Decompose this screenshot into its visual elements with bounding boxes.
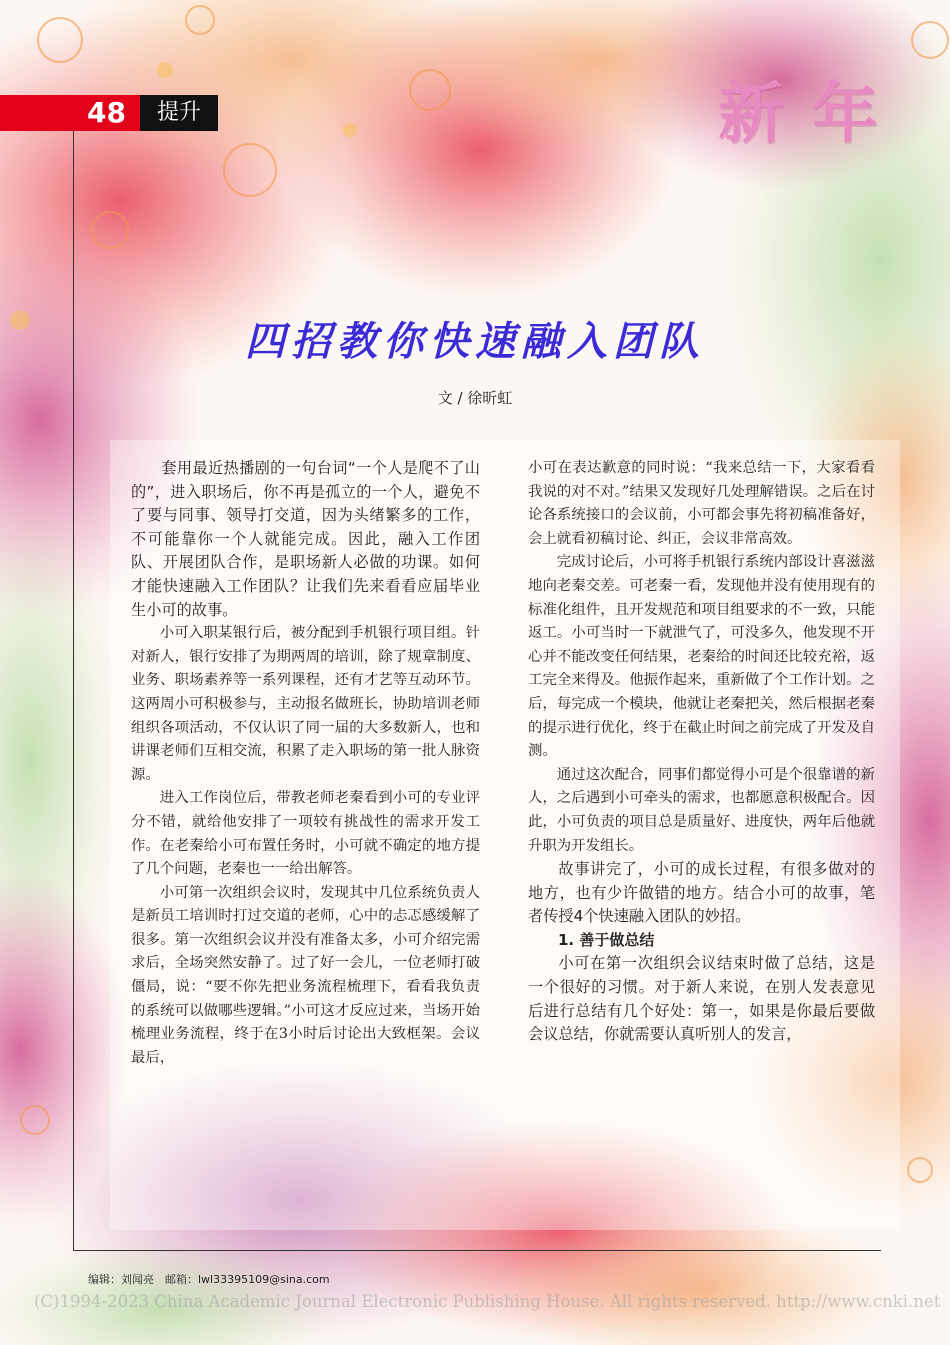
paragraph: 套用最近热播剧的一句台词“一个人是爬不了山的”，进入职场后，你不再是孤立的一个人，避免不了要与同事、领导打交道，因为头绪繁多的工作，不可能靠你一个人就能完成。因此，融入工作团队、开展团队合作，是职场新人必做的功课。如何才能快速融入工作团队？让我们先来看看应届毕业生小可的故事。: [131, 459, 480, 619]
paragraph: 通过这次配合，同事们都觉得小可是个很靠谱的新人，之后遇到小可牵头的需求，也都愿意积极配合。因此，小可负责的项目总是质量好、进度快，两年后他就升职为开发组长。: [528, 766, 875, 854]
paragraph: 故事讲完了，小可的成长过程，有很多做对的地方，也有少许做错的地方。结合小可的故事，笔者传授4个快速融入团队的妙招。: [528, 860, 875, 926]
new-year-banner: 新年: [718, 74, 906, 152]
bottom-rule: [73, 1250, 881, 1251]
editor-info: 编辑：刘闻亮 邮箱：lwl33395109@sina.com: [88, 1273, 330, 1286]
paragraph: 完成讨论后，小可将手机银行系统内部设计喜滋滋地向老秦交差。可老秦一看，发现他并没有使用现有的标准化组件，且开发规范和项目组要求的不一致，只能返工。小可当时一下就泄气了，可没多久，他发现不开心并不能改变任何结果，老秦给的时间还比较充裕，返工完全来得及。他振作起来，重新做了个工作计划。之后，每完成一个模块，他就让老秦把关，然后根据老秦的提示进行优化，终于在截止时间之前完成了开发及自测。: [528, 554, 875, 760]
section-heading: 1. 善于做总结: [558, 930, 655, 949]
column-right: [528, 457, 875, 1047]
paragraph: 小可第一次组织会议时，发现其中几位系统负责人是新员工培训时打过交道的老师，心中的忐忑感缓解了很多。第一次组织会议并没有准备太多，小可介绍完需求后，全场突然安静了。过了好一会儿，一位老师打破僵局，说：“要不你先把业务流程梳理下，看看我负责的系统可以做哪些逻辑。”小可这才反应过来，当场开始梳理业务流程，终于在3小时后讨论出大致框架。会议最后，: [131, 884, 480, 1066]
paragraph: 小可入职某银行后，被分配到手机银行项目组。针对新人，银行安排了为期两周的培训，除了规章制度、业务、职场素养等一系列课程，还有才艺等互动环节。这两周小可积极参与，主动报名做班长，协助培训老师组织各项活动，不仅认识了同一届的大多数新人，也和讲课老师们互相交流，积累了走入职场的第一批人脉资源。: [131, 625, 480, 783]
article-title: 四招教你快速融入团队: [245, 318, 705, 365]
byline: 文 / 徐昕虹: [437, 389, 513, 407]
copyright-watermark: (C)1994-2023 China Academic Journal Electronic Publishing House. All rights reserved. http://www.cnki.net: [34, 1292, 941, 1311]
vertical-rule: [73, 130, 74, 1250]
paragraph: 进入工作岗位后，带教老师老秦看到小可的专业评分不错，就给他安排了一项较有挑战性的需求开发工作。在老秦给小可布置任务时，小可就不确定的地方提了几个问题，老秦也一一给出解答。: [131, 790, 480, 878]
section-tab: [140, 95, 218, 131]
section-label: 提升: [156, 100, 201, 125]
column-left: [131, 457, 480, 1070]
page-number: 48: [87, 96, 126, 129]
paragraph: 小可在表达歉意的同时说：“我来总结一下，大家看看我说的对不对。”结果又发现好几处理解错误。之后在讨论各系统接口的会议前，小可都会事先将初稿准备好，会上就看初稿讨论、纠正，会议非常高效。: [528, 460, 875, 547]
paragraph: 小可在第一次组织会议结束时做了总结，这是一个很好的习惯。对于新人来说，在别人发表意见后进行总结有几个好处：第一，如果是你最后要做会议总结，你就需要认真听别人的发言，: [528, 954, 875, 1044]
page-number-tab: [0, 95, 140, 131]
